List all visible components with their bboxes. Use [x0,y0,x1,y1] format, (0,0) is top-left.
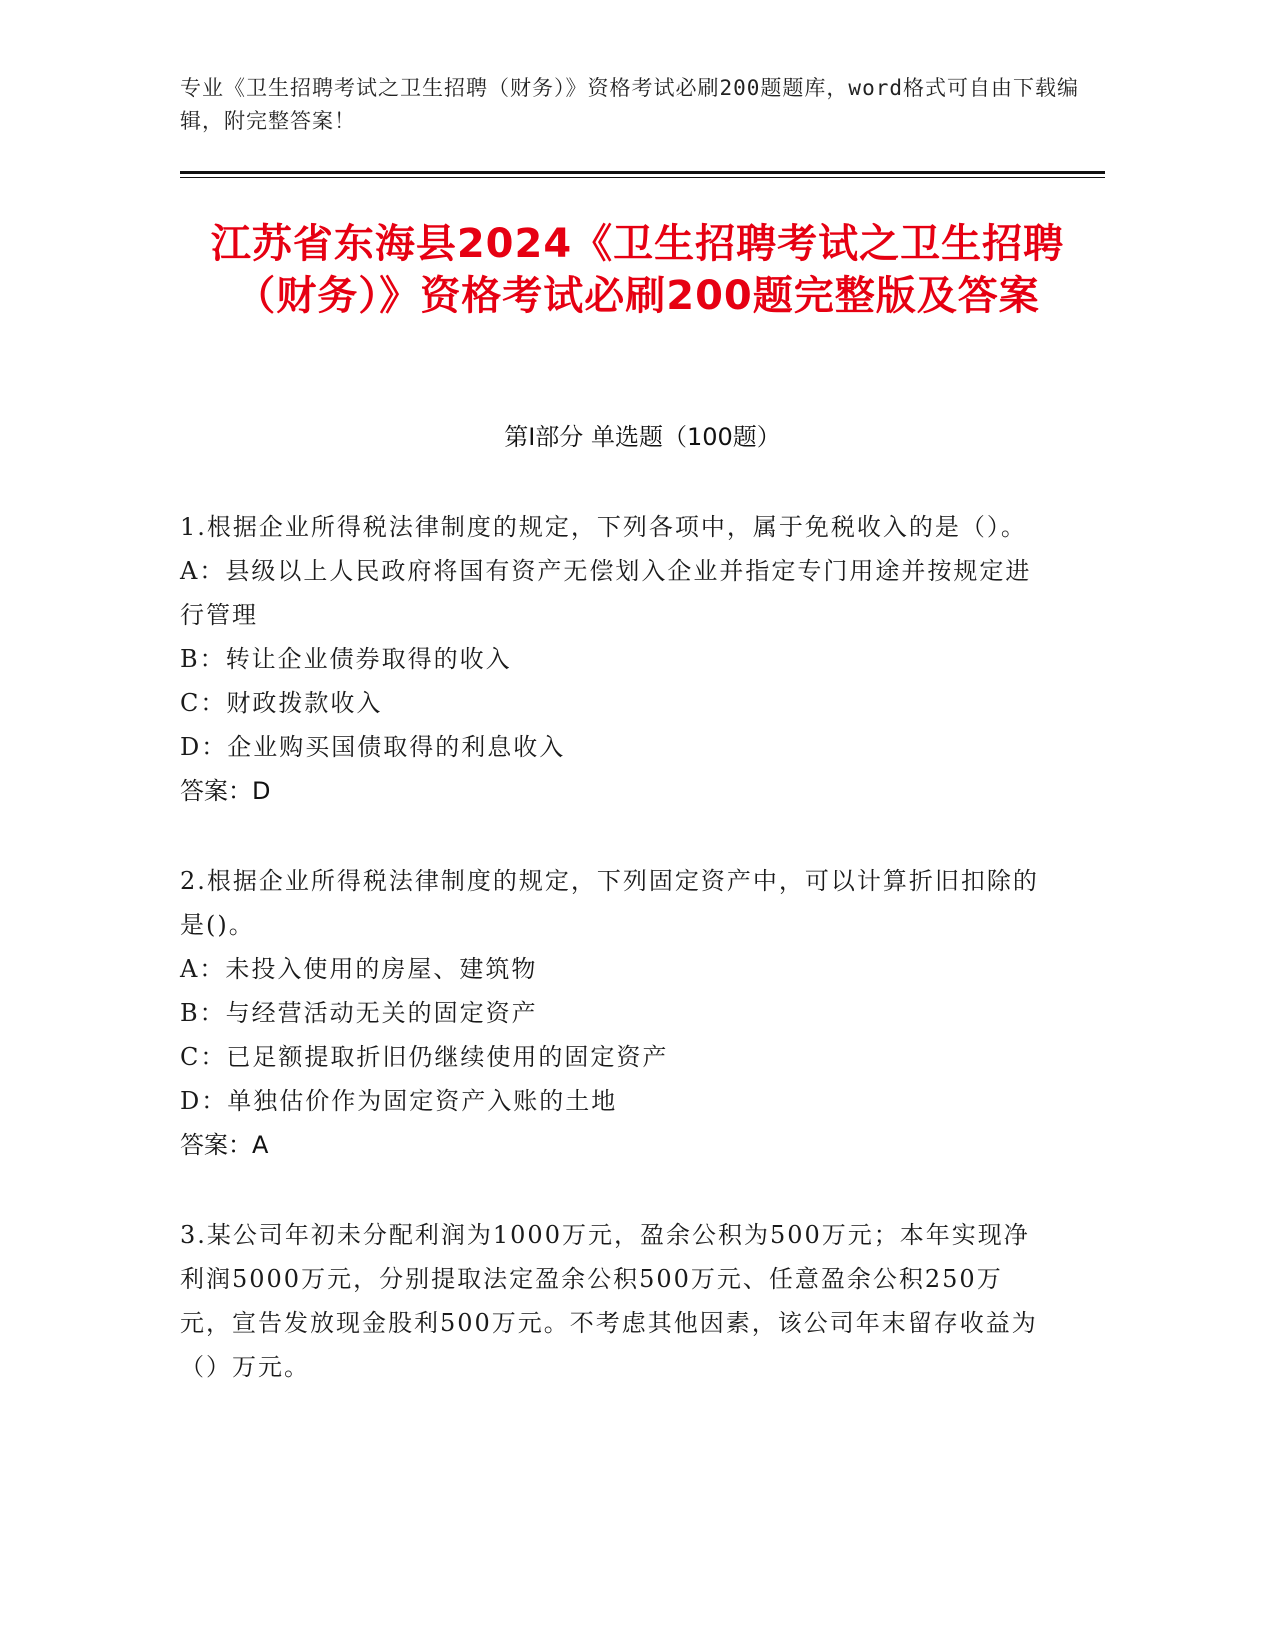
document-title: 江苏省东海县2024《卫生招聘考试之卫生招聘（财务）》资格考试必刷200题完整版及答案 [210,221,1065,319]
header-divider-thin [180,177,1105,178]
option-d: D：企业购买国债取得的利息收入 [180,733,566,761]
question-stem: 1.根据企业所得税法律制度的规定，下列各项中，属于免税收入的是（）。 [180,513,1027,541]
option-d: D：单独估价作为固定资产入账的土地 [180,1087,618,1115]
option-b: B：转让企业债券取得的收入 [180,645,512,673]
question-1 [180,505,1040,813]
option-a: A：县级以上人民政府将国有资产无偿划入企业并指定专门用途并按规定进行管理 [180,557,1032,629]
answer: 答案：D [180,777,271,805]
question-stem: 3.某公司年初未分配利润为1000万元，盈余公积为500万元；本年实现净利润5000万元，分别提取法定盈余公积500万元、任意盈余公积250万元，宣告发放现金股利500万元。不考虑其他因素，该公司年末留存收益为（）万元。 [180,1221,1038,1381]
question-list [180,505,1040,1435]
option-a: A：未投入使用的房屋、建筑物 [180,955,538,983]
header-divider [180,171,1105,174]
header-note: 专业《卫生招聘考试之卫生招聘（财务）》资格考试必刷200题题库，word格式可自由下载编辑，附完整答案！ [180,76,1079,133]
option-b: B：与经营活动无关的固定资产 [180,999,538,1027]
option-c: C：已足额提取折旧仍继续使用的固定资产 [180,1043,669,1071]
section-heading: 第I部分 单选题（100题） [504,423,781,451]
option-c: C：财政拨款收入 [180,689,383,717]
question-stem: 2.根据企业所得税法律制度的规定，下列固定资产中，可以计算折旧扣除的是()。 [180,867,1039,939]
question-2 [180,859,1040,1167]
question-3 [180,1213,1040,1389]
answer: 答案：A [180,1131,269,1159]
